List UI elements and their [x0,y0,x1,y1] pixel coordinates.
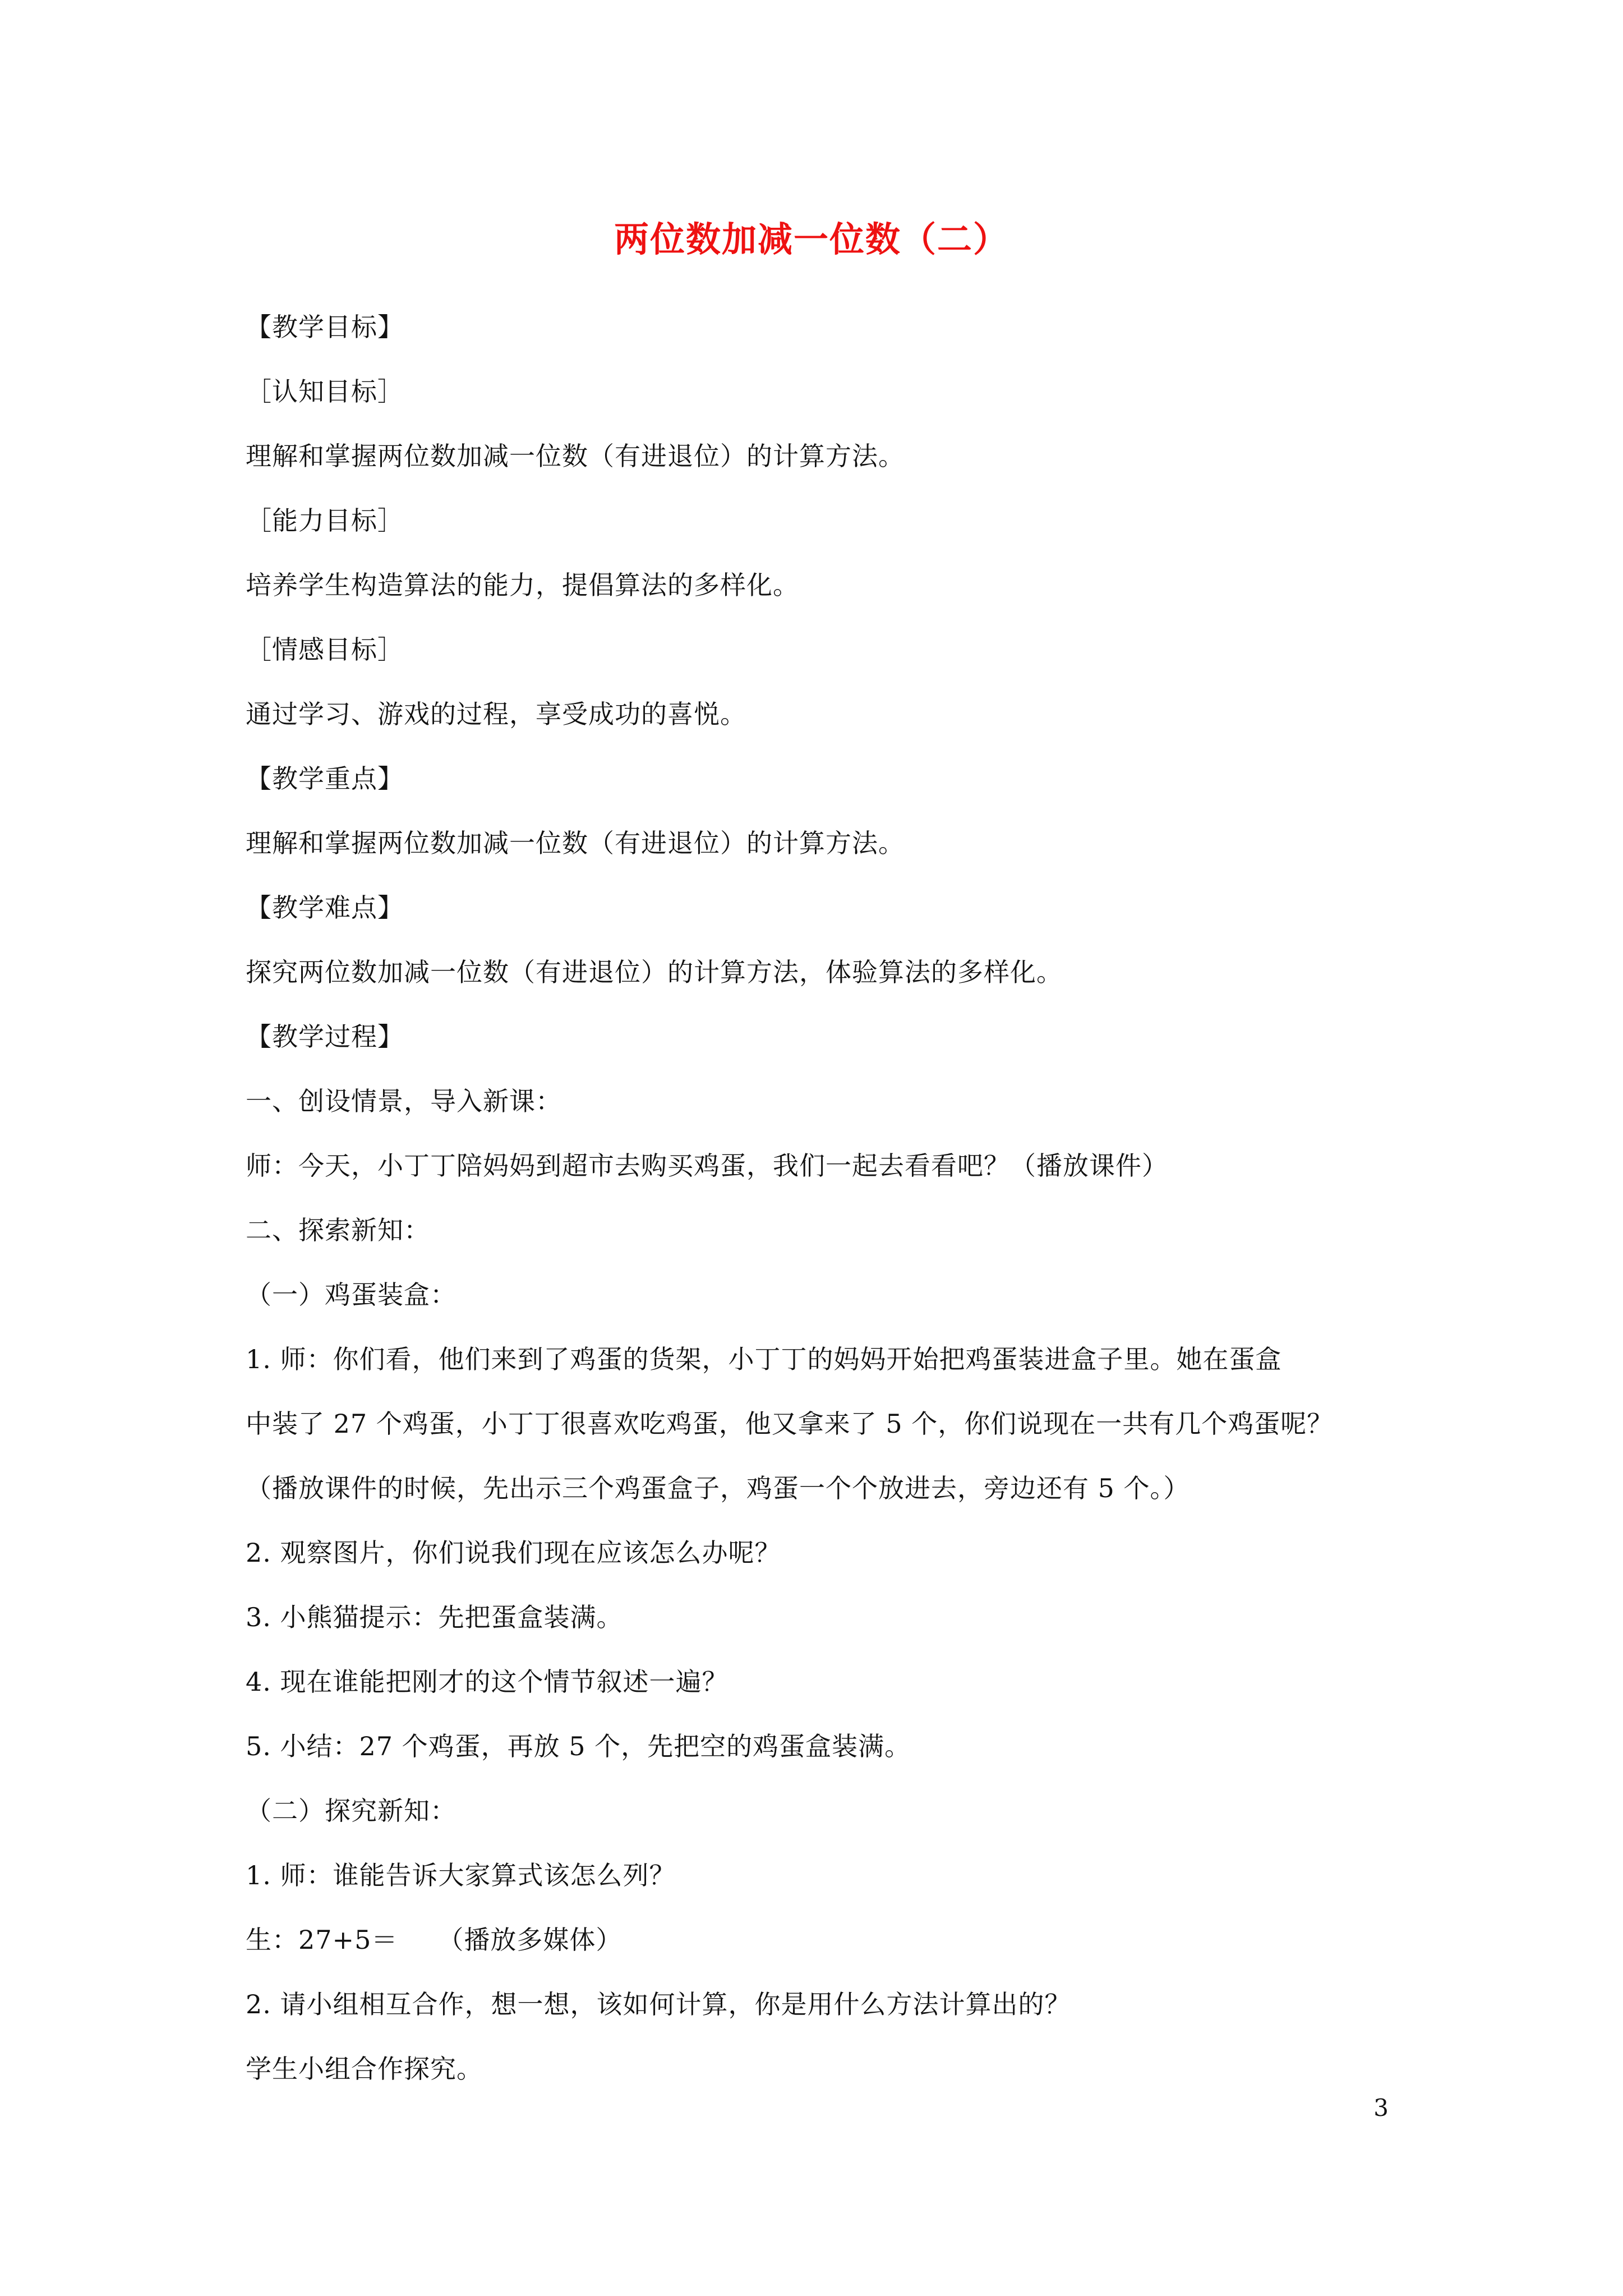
paragraph: 通过学习、游戏的过程，享受成功的喜悦。 [246,699,746,729]
list-item: 5. 小结：27 个鸡蛋，再放 5 个，先把空的鸡蛋盒装满。 [246,1731,911,1761]
document-body [246,295,1390,2101]
heading-teaching-difficulty: 【教学难点】 [246,892,404,923]
list-item: 1. 师：你们看，他们来到了鸡蛋的货架，小丁丁的妈妈开始把鸡蛋装进盒子里。她在蛋盒 [246,1344,1282,1374]
list-item: 3. 小熊猫提示：先把蛋盒装满。 [246,1602,623,1632]
paragraph: 探究两位数加减一位数（有进退位）的计算方法，体验算法的多样化。 [246,957,1063,987]
paragraph: （播放课件的时候，先出示三个鸡蛋盒子，鸡蛋一个个放进去，旁边还有 5 个。） [246,1473,1190,1503]
paragraph: 理解和掌握两位数加减一位数（有进退位）的计算方法。 [246,441,905,471]
heading-teaching-goals: 【教学目标】 [246,312,404,342]
list-item: 2. 请小组相互合作，想一想，该如何计算，你是用什么方法计算出的？ [246,1989,1071,2019]
page-number: 3 [1373,2094,1389,2122]
subheading-ability-goal: ［能力目标］ [246,505,404,536]
paragraph: 师：今天，小丁丁陪妈妈到超市去购买鸡蛋，我们一起去看看吧？（播放课件） [246,1151,1168,1181]
paragraph: 培养学生构造算法的能力，提倡算法的多样化。 [246,570,799,600]
paragraph: 中装了 27 个鸡蛋，小丁丁很喜欢吃鸡蛋，他又拿来了 5 个，你们说现在一共有几个鸡蛋呢？ [246,1409,1334,1439]
list-item: 1. 师：谁能告诉大家算式该怎么列？ [246,1860,676,1890]
subsection-heading: （一）鸡蛋装盒： [246,1280,457,1310]
subheading-emotional-goal: ［情感目标］ [246,634,404,665]
heading-teaching-process: 【教学过程】 [246,1022,404,1052]
paragraph: 理解和掌握两位数加减一位数（有进退位）的计算方法。 [246,828,905,858]
section-heading: 二、探索新知： [246,1215,430,1245]
paragraph: 生：27+5＝ （播放多媒体） [246,1925,623,1955]
paragraph: 学生小组合作探究。 [246,2054,483,2084]
list-item: 2. 观察图片，你们说我们现在应该怎么办呢？ [246,1538,781,1568]
list-item: 4. 现在谁能把刚才的这个情节叙述一遍？ [246,1667,728,1697]
subheading-cognitive-goal: ［认知目标］ [246,376,404,407]
document-title: 两位数加减一位数（二） [614,219,1009,260]
section-heading: 一、创设情景，导入新课： [246,1086,562,1116]
subsection-heading: （二）探究新知： [246,1796,457,1826]
heading-teaching-focus: 【教学重点】 [246,763,404,794]
